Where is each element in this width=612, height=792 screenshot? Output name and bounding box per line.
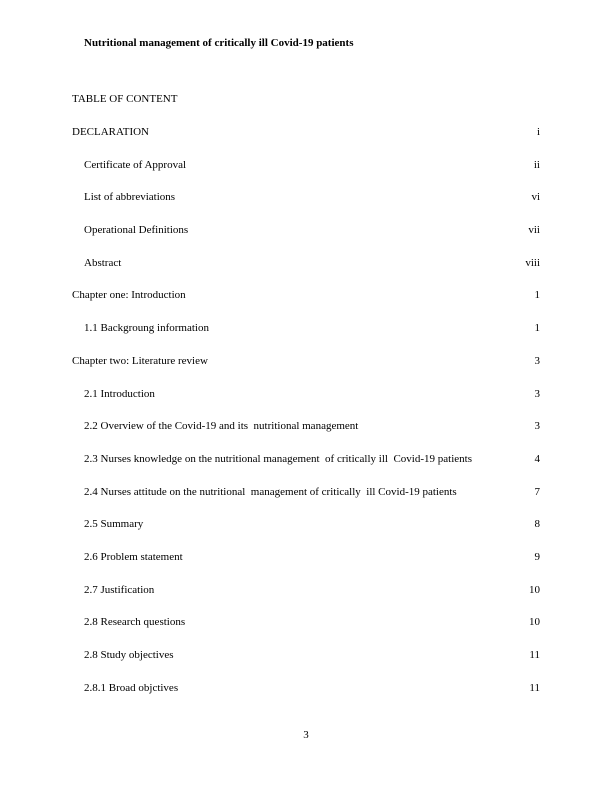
toc-entry-page: viii <box>525 256 540 269</box>
toc-entry <box>72 214 540 247</box>
toc-entry-page: 11 <box>529 649 540 661</box>
toc-entry <box>72 181 540 214</box>
toc-entry <box>72 672 540 705</box>
toc-entry <box>72 476 540 509</box>
toc-entry-label: 2.1 Introduction <box>84 387 155 400</box>
toc-entry <box>72 508 540 541</box>
toc-entry-label: Certificate of Approval <box>84 158 187 171</box>
toc-entry-page: vii <box>528 224 540 237</box>
toc-entry <box>72 378 540 411</box>
toc-heading: TABLE OF CONTENT <box>72 93 178 105</box>
toc-entry <box>72 149 540 182</box>
toc-entry-page: 11 <box>529 681 540 694</box>
toc-entry-label: Chapter two: Literature review <box>72 354 208 367</box>
toc-entry <box>72 574 540 607</box>
toc-entry-label: 2.2 Overview of the Covid-19 and its nutritional management <box>84 420 359 433</box>
document-title: Nutritional management of critically ill Covid-19 patients <box>84 37 354 49</box>
toc-entry-page: 9 <box>534 550 540 563</box>
toc-entry-label: 2.4 Nurses attitude on the nutritional management of critically ill Covid-19 patients <box>84 485 457 498</box>
toc-entry-page: 10 <box>529 616 540 629</box>
toc-entry-page: 1 <box>534 322 540 335</box>
toc-entry <box>72 279 540 312</box>
toc-entry-page: 3 <box>534 387 540 400</box>
toc-entry-page: i <box>536 126 540 138</box>
toc-entry <box>72 345 540 378</box>
toc-entry <box>72 443 540 476</box>
page-number: 3 <box>303 729 309 741</box>
toc-entry-label: 1.1 Backgroung information <box>84 322 209 335</box>
toc-entry-label: List of abbreviations <box>84 191 176 204</box>
toc-entry-page: 3 <box>534 354 540 367</box>
toc-entry-page: 3 <box>534 420 540 433</box>
toc-entry-label: 2.8 Study objectives <box>84 649 174 661</box>
table-of-contents <box>72 116 540 704</box>
toc-entry-page: 10 <box>529 583 540 596</box>
toc-entry-label: 2.8.1 Broad objctives <box>84 681 179 694</box>
toc-entry-label: DECLARATION <box>72 126 149 138</box>
toc-entry <box>72 116 540 149</box>
toc-entry <box>72 606 540 639</box>
toc-entry-label: Abstract <box>84 256 122 269</box>
toc-entry-page: vi <box>531 191 540 204</box>
toc-entry <box>72 639 540 672</box>
toc-entry-label: 2.6 Problem statement <box>84 550 183 563</box>
toc-entry-label: 2.3 Nurses knowledge on the nutritional management of critically ill Covid-19 patients <box>84 452 472 465</box>
toc-entry-label: Chapter one: Introduction <box>72 289 186 302</box>
toc-entry <box>72 410 540 443</box>
toc-entry-page: 7 <box>534 485 540 498</box>
toc-entry-page: 1 <box>534 289 540 302</box>
toc-entry-page: 8 <box>534 518 540 531</box>
toc-entry-label: 2.5 Summary <box>84 518 144 531</box>
toc-entry-label: 2.7 Justification <box>84 583 155 596</box>
toc-entry <box>72 541 540 574</box>
toc-entry-page: 4 <box>534 452 540 465</box>
toc-entry <box>72 312 540 345</box>
toc-entry <box>72 247 540 280</box>
toc-entry-label: 2.8 Research questions <box>84 616 186 629</box>
toc-entry-label: Operational Definitions <box>84 224 189 237</box>
toc-entry-page: ii <box>533 158 540 171</box>
